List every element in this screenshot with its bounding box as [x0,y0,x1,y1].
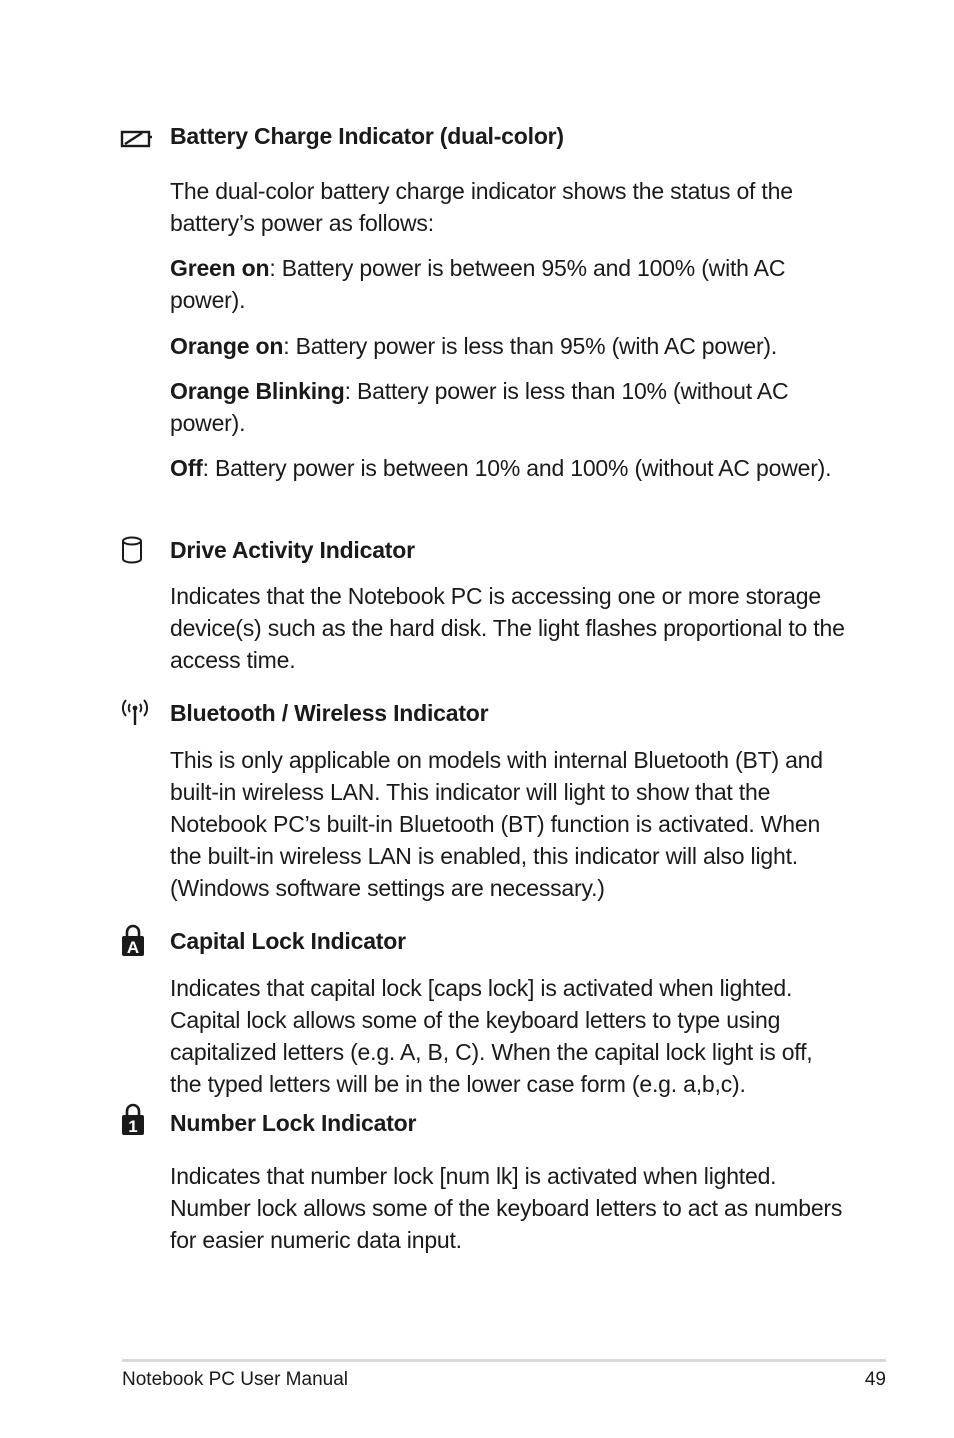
state-separator: : [202,455,215,481]
battery-indicator-intro: The dual-color battery charge indicator shows the status of the battery’s power as follows: [170,178,793,236]
drive-indicator-heading: Drive Activity Indicator [170,537,415,563]
caps-lock-icon [120,923,152,955]
wireless-icon [120,697,152,729]
state-description: Battery power is between 95% and 100% (with AC power). [170,255,786,313]
footer-divider [122,1359,886,1362]
battery-indicator-heading: Battery Charge Indicator (dual-color) [170,123,564,149]
wireless-indicator-heading: Bluetooth / Wireless Indicator [170,700,489,726]
state-description: Battery power is less than 10% (without AC power). [170,378,789,436]
state-label: Orange on [170,333,284,359]
state-label: Orange Blinking [170,378,345,404]
state-label: Green on [170,255,270,281]
drive-indicator-description: Indicates that the Notebook PC is accessing one or more storage device(s) such as the hard disk. The light flashes proportional to the access time. [170,583,845,673]
drive-activity-icon [120,535,152,567]
battery-state-off [170,452,850,484]
state-description: Battery power is between 10% and 100% (without AC power). [215,455,832,481]
battery-state-green [170,252,850,316]
wireless-indicator-description: This is only applicable on models with internal Bluetooth (BT) and built-in wireless LAN. This indicator will light to show that the Notebook PC’s built-in Bluetooth (BT) function is activated. When the built-in wireless LAN is enabled, this indicator will also light. (Windows software settings are necessary.) [170,747,823,901]
footer-manual-title: Notebook PC User Manual [122,1369,348,1390]
caps-lock-indicator-description: Indicates that capital lock [caps lock] is activated when lighted. Capital lock allows some of the keyboard letters to type using capitalized letters (e.g. A, B, C). When the capital lock light is off, the typed letters will be in the lower case form (e.g. a,b,c). [170,975,813,1097]
battery-state-orange [170,330,850,362]
state-description: Battery power is less than 95% (with AC power). [295,333,778,359]
state-separator: : [283,333,296,359]
state-separator: : [269,255,282,281]
footer-page-number: 49 [864,1369,886,1390]
caps-lock-indicator-heading: Capital Lock Indicator [170,928,406,954]
state-label: Off [170,455,203,481]
battery-state-orange-blinking [170,375,850,439]
num-lock-indicator-heading: Number Lock Indicator [170,1110,417,1136]
state-separator: : [344,378,358,404]
battery-charge-icon [120,122,152,154]
num-lock-icon [120,1102,152,1134]
num-lock-indicator-description: Indicates that number lock [num lk] is activated when lighted. Number lock allows some of the keyboard letters to act as numbers for easier numeric data input. [170,1163,843,1253]
num-lock-icon-glyph: 1 [128,1117,138,1136]
caps-lock-icon-glyph: A [126,938,140,957]
